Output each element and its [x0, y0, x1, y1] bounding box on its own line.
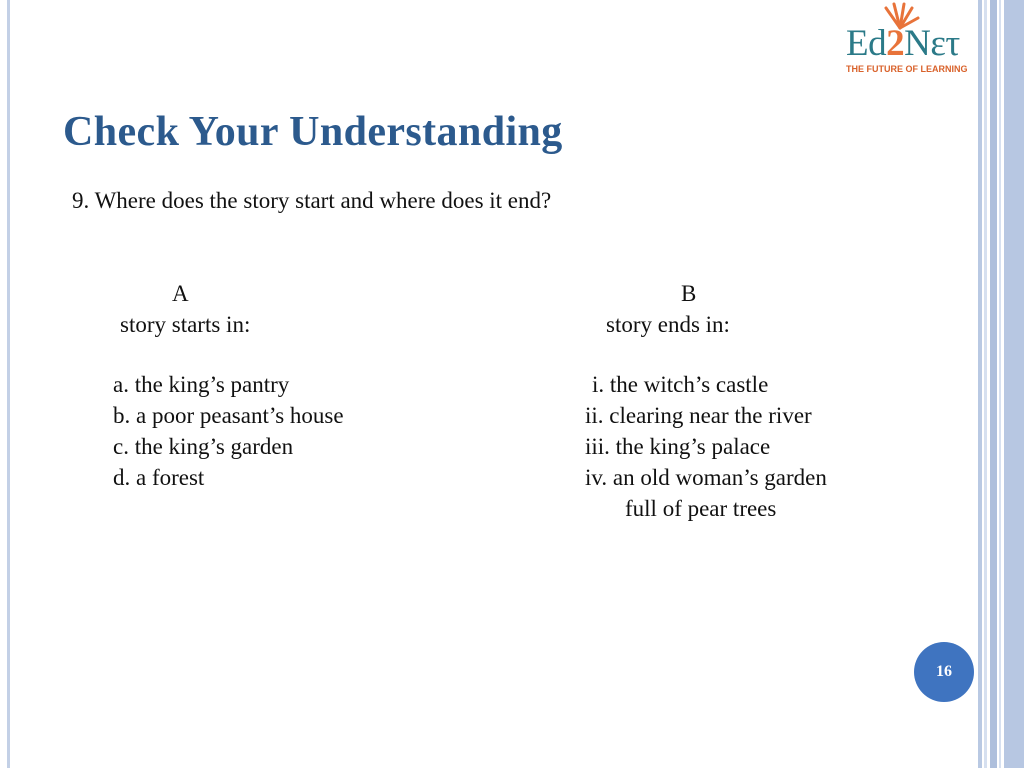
- column-b-item: iv. an old woman’s garden: [585, 465, 827, 490]
- column-b-item: i. the witch’s castle: [592, 372, 769, 397]
- left-border-line: [7, 0, 10, 768]
- right-border-band: [978, 0, 982, 768]
- column-a-item: a. the king’s pantry: [113, 372, 290, 397]
- right-border-band: [984, 0, 987, 768]
- column-b-item-continuation: full of pear trees: [625, 496, 777, 521]
- question-text: 9. Where does the story start and where does it end?: [72, 188, 552, 213]
- right-border-band: [1004, 0, 1024, 768]
- logo-tagline: THE FUTURE OF LEARNING: [846, 64, 968, 74]
- column-a-subheading: story starts in:: [120, 312, 251, 337]
- logo-wordmark: [846, 24, 960, 64]
- column-b-item: ii. clearing near the river: [585, 403, 812, 428]
- right-border-band: [990, 0, 997, 768]
- right-border-band: [999, 0, 1001, 768]
- page-number-badge: 16: [914, 642, 974, 702]
- column-b-item: iii. the king’s palace: [585, 434, 771, 459]
- logo-word-two: 2: [886, 23, 905, 64]
- column-b-subheading: story ends in:: [606, 312, 730, 337]
- column-a-item: b. a poor peasant’s house: [113, 403, 344, 428]
- column-b-heading: B: [681, 281, 697, 306]
- logo-word-suffix: Nετ: [904, 23, 960, 64]
- column-a-heading: A: [172, 281, 189, 306]
- column-a-item: c. the king’s garden: [113, 434, 294, 459]
- column-a-item: d. a forest: [113, 465, 205, 490]
- logo-word-prefix: Ed: [846, 23, 887, 64]
- ed2net-logo: [846, 2, 976, 76]
- slide-title: Check Your Understanding: [63, 109, 563, 155]
